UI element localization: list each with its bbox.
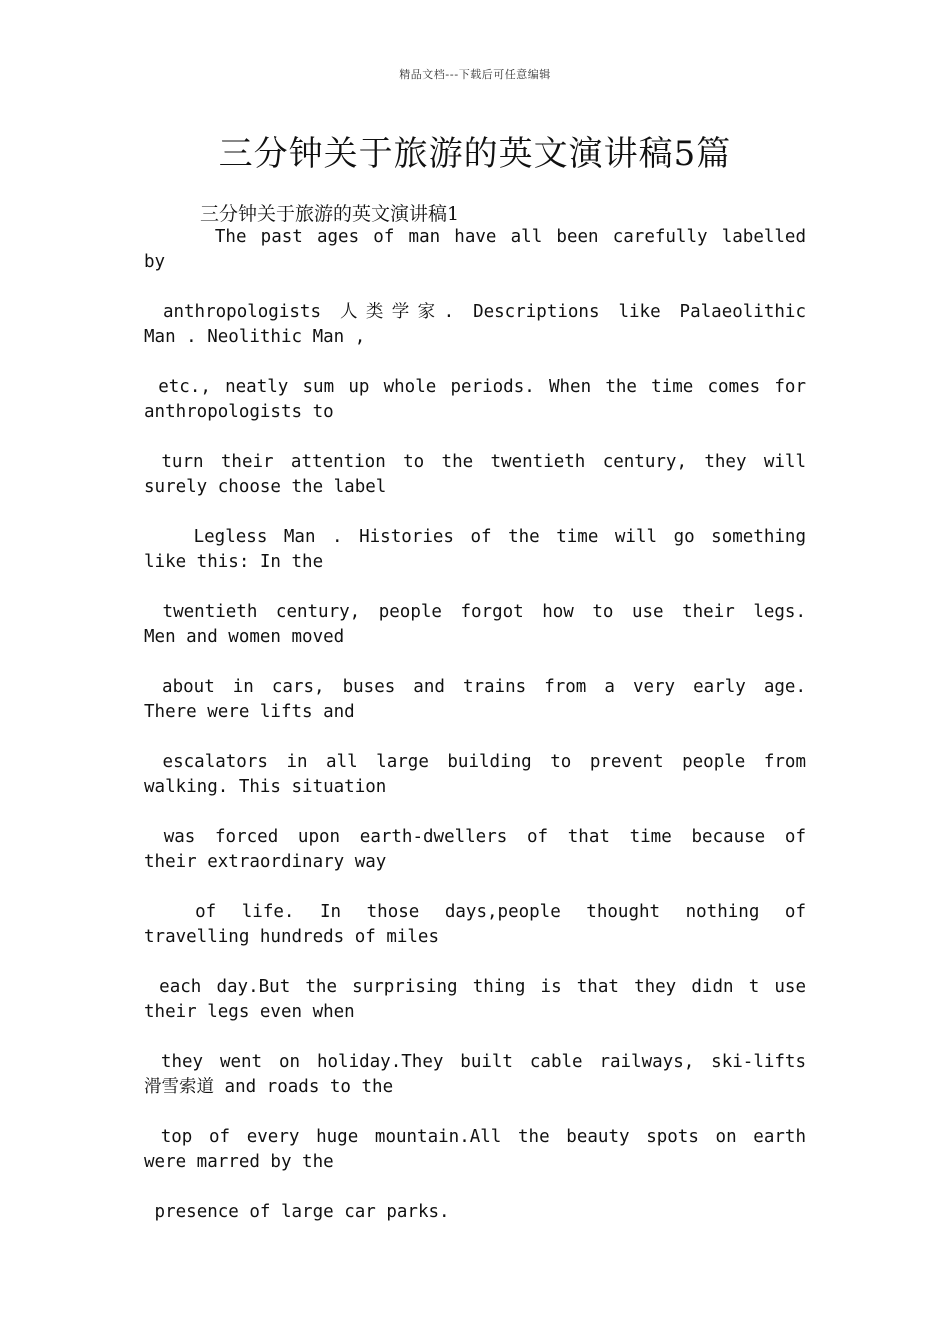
section-heading: 三分钟关于旅游的英文演讲稿1	[200, 203, 460, 225]
paragraph-line: Man . Neolithic Man ,	[144, 327, 366, 347]
paragraph-line: turn their attention to the twentieth century, they will	[144, 452, 806, 472]
paragraph-line: were marred by the	[144, 1152, 334, 1172]
paragraph-line: Men and women moved	[144, 627, 345, 647]
paragraph-line: top of every huge mountain.All the beauty spots on earth	[144, 1127, 806, 1147]
paragraph	[144, 600, 806, 650]
paragraph-line: travelling hundreds of miles	[144, 927, 440, 947]
paragraph-line: each day.But the surprising thing is that they didn t use	[144, 977, 806, 997]
paragraph	[144, 825, 806, 875]
paragraph	[144, 900, 806, 950]
paragraph	[144, 675, 806, 725]
paragraph-line: their legs even when	[144, 1002, 355, 1022]
paragraph-line: anthropologists to	[144, 402, 334, 422]
paragraph-line: like this: In the	[144, 552, 324, 572]
body-text	[144, 225, 806, 1250]
paragraph-line: presence of large car parks.	[144, 1202, 450, 1222]
paragraph-line: twentieth century, people forgot how to use their legs.	[144, 602, 806, 622]
paragraph	[144, 225, 806, 275]
paragraph-line: anthropologists 人类学家. Descriptions like Palaeolithic	[144, 302, 806, 322]
paragraph-line: Legless Man . Histories of the time will go something	[144, 527, 806, 547]
paragraph-line: their extraordinary way	[144, 852, 387, 872]
paragraph-line: The past ages of man have all been carefully labelled	[144, 227, 807, 247]
paragraph	[144, 450, 806, 500]
paragraph-line: of life. In those days,people thought nothing of	[144, 902, 806, 922]
paragraph-line: they went on holiday.They built cable railways, ski-lifts	[144, 1052, 806, 1072]
document-title: 三分钟关于旅游的英文演讲稿5篇	[218, 134, 732, 174]
paragraph-line: There were lifts and	[144, 702, 355, 722]
paragraph-line: 滑雪索道 and roads to the	[144, 1077, 394, 1097]
paragraph	[144, 300, 806, 350]
paragraph-line: surely choose the label	[144, 477, 387, 497]
paragraph-line: was forced upon earth-dwellers of that time because of	[144, 827, 806, 847]
paragraph-line: by	[144, 252, 166, 272]
page-header: 精品文档---下载后可任意编辑	[399, 68, 551, 81]
paragraph	[144, 1125, 806, 1175]
paragraph-line: walking. This situation	[144, 777, 387, 797]
paragraph	[144, 525, 806, 575]
paragraph	[144, 750, 806, 800]
paragraph	[144, 1050, 806, 1100]
paragraph	[144, 1200, 806, 1225]
paragraph	[144, 375, 806, 425]
paragraph-line: etc., neatly sum up whole periods. When the time comes for	[144, 377, 806, 397]
paragraph-line: about in cars, buses and trains from a very early age.	[144, 677, 806, 697]
paragraph	[144, 975, 806, 1025]
paragraph-line: escalators in all large building to prevent people from	[144, 752, 806, 772]
